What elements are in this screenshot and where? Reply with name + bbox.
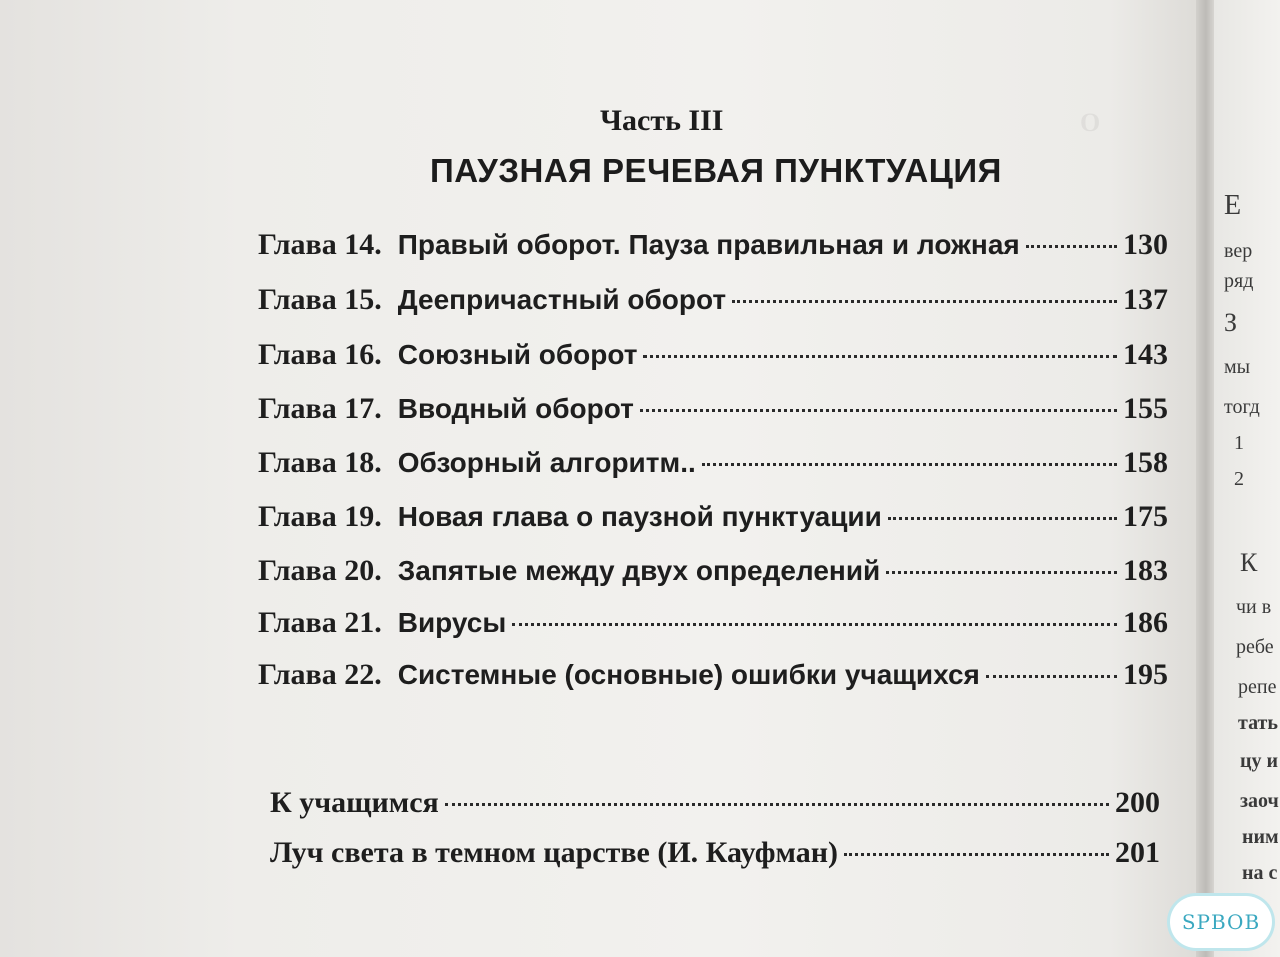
dot-leader <box>1026 244 1117 248</box>
adjacent-page-fragment: 2 <box>1234 468 1244 490</box>
toc-row <box>258 500 1168 540</box>
section-title: ПАУЗНАЯ РЕЧЕВАЯ ПУНКТУАЦИЯ <box>430 152 1002 189</box>
toc-chapter-title: Союзный оборот <box>397 339 638 370</box>
part-label: Часть III <box>600 104 724 137</box>
toc-chapter-number: Глава 21. <box>258 606 382 639</box>
dot-leader <box>844 853 1109 856</box>
dot-leader <box>886 570 1117 574</box>
toc-extra-title: Луч света в темном царстве (И. Кауфман) <box>270 836 839 869</box>
adjacent-page-fragment: ним <box>1242 826 1279 848</box>
toc-chapter-number: Глава 19. <box>258 500 382 533</box>
toc-page-number: 143 <box>1123 338 1168 371</box>
toc-page-number: 195 <box>1123 658 1168 691</box>
toc-chapter-number: Глава 20. <box>258 554 382 587</box>
adjacent-page <box>1214 0 1280 957</box>
toc-extra-row <box>270 786 1160 826</box>
toc-chapter-title: Новая глава о паузной пунктуации <box>397 501 882 532</box>
toc-chapter-title: Вводный оборот <box>397 393 634 424</box>
adjacent-page-fragment: на с <box>1242 862 1278 884</box>
toc-page-number: 175 <box>1123 500 1168 533</box>
toc-row <box>258 554 1168 594</box>
toc-chapter-title: Правый оборот. Пауза правильная и ложная <box>397 229 1020 260</box>
adjacent-page-fragment: тать <box>1238 712 1278 734</box>
toc-chapter-number: Глава 15. <box>258 283 382 316</box>
toc-page-number: 183 <box>1123 554 1168 587</box>
toc-row <box>258 228 1168 268</box>
dot-leader <box>643 354 1117 358</box>
toc-chapter-number: Глава 17. <box>258 392 382 425</box>
adjacent-page-fragment: заоч <box>1240 790 1279 812</box>
adjacent-page-fragment: 1 <box>1234 432 1244 454</box>
toc-row <box>258 283 1168 323</box>
toc-page-number: 200 <box>1115 786 1160 819</box>
toc-extra-title: К учащимся <box>270 786 439 819</box>
toc-row <box>258 338 1168 378</box>
toc-chapter-number: Глава 16. <box>258 338 382 371</box>
toc-page-number: 201 <box>1115 836 1160 869</box>
toc-row <box>258 446 1168 486</box>
toc-row <box>258 606 1168 646</box>
dot-leader <box>445 803 1109 806</box>
dot-leader <box>986 674 1117 678</box>
adjacent-page-fragment: тогд <box>1224 396 1260 418</box>
dot-leader <box>640 408 1117 412</box>
adjacent-page-fragment: ребе <box>1236 636 1274 658</box>
toc-page-number: 155 <box>1123 392 1168 425</box>
adjacent-page-fragment: мы <box>1224 356 1251 378</box>
toc-chapter-title: Деепричастный оборот <box>397 284 727 315</box>
dot-leader <box>732 299 1117 303</box>
adjacent-page-fragment: Е <box>1224 190 1242 221</box>
adjacent-page-fragment: вер <box>1224 240 1253 262</box>
bleed-through-text: О <box>1080 108 1101 137</box>
dot-leader <box>888 516 1117 520</box>
toc-chapter-number: Глава 22. <box>258 658 382 691</box>
toc-page-number: 158 <box>1123 446 1168 479</box>
toc-chapter-title: Системные (основные) ошибки учащихся <box>397 659 980 690</box>
toc-page-number: 130 <box>1123 228 1168 261</box>
adjacent-page-fragment: К <box>1240 548 1258 577</box>
toc-chapter-title: Обзорный алгоритм.. <box>397 447 696 478</box>
dot-leader <box>702 462 1117 466</box>
watermark-badge: SPBOB <box>1170 896 1272 948</box>
toc-row <box>258 392 1168 432</box>
toc-extra-row <box>270 836 1160 876</box>
toc-page-number: 137 <box>1123 283 1168 316</box>
adjacent-page-fragment: цу и <box>1240 750 1279 772</box>
adjacent-page-fragment: репе <box>1238 676 1277 698</box>
adjacent-page-fragment: чи в <box>1236 596 1272 618</box>
adjacent-page-fragment: З <box>1224 308 1238 337</box>
toc-chapter-number: Глава 14. <box>258 228 382 261</box>
toc-row <box>258 658 1168 698</box>
adjacent-page-fragment: ряд <box>1224 270 1254 292</box>
dot-leader <box>512 622 1117 626</box>
toc-page-number: 186 <box>1123 606 1168 639</box>
toc-chapter-title: Вирусы <box>397 607 507 638</box>
toc-chapter-number: Глава 18. <box>258 446 382 479</box>
toc-chapter-title: Запятые между двух определений <box>397 555 881 586</box>
